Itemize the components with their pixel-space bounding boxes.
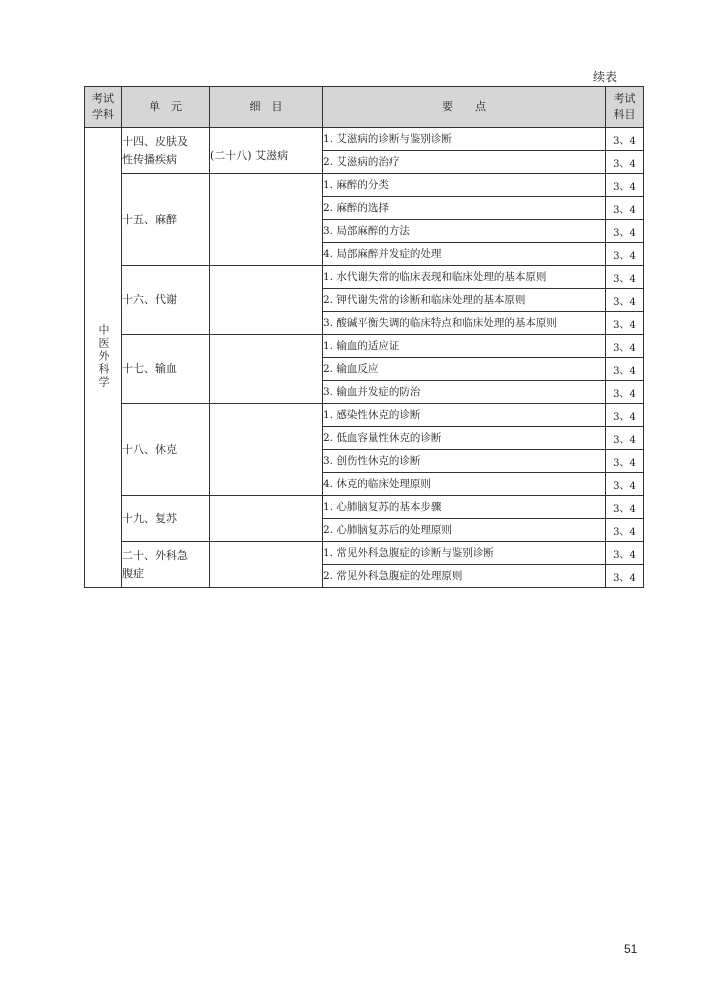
table-body: [85, 128, 644, 588]
exam-course-value: 3、4: [606, 243, 644, 266]
key-point: 1. 感染性休克的诊断: [323, 404, 606, 427]
unit-cell: [122, 266, 210, 335]
header-points: 要 点: [323, 87, 606, 128]
exam-course-value: 3、4: [606, 289, 644, 312]
key-point: 2. 常见外科急腹症的处理原则: [323, 565, 606, 588]
key-point: 4. 局部麻醉并发症的处理: [323, 243, 606, 266]
detail-name: [210, 561, 322, 569]
exam-course-value: 3、4: [606, 427, 644, 450]
table-row: [85, 266, 644, 289]
table-row: [85, 128, 644, 151]
key-point: 2. 钾代谢失常的诊断和临床处理的基本原则: [323, 289, 606, 312]
unit-name: 十八、休克: [122, 442, 177, 456]
header-exam-course-line2: 科目: [613, 108, 636, 121]
unit-cell: [122, 128, 210, 174]
continued-label: 续表: [593, 70, 618, 84]
exam-course-value: 3、4: [606, 519, 644, 542]
header-exam-subject: [85, 87, 122, 128]
detail-cell: [210, 174, 323, 266]
subject-cell: [85, 128, 122, 588]
subject-name: 中医外科学: [97, 323, 110, 389]
key-point: 1. 麻醉的分类: [323, 174, 606, 197]
detail-name: (二十八) 艾滋病: [210, 148, 289, 162]
unit-name: 十七、输血: [122, 362, 177, 375]
key-point: 3. 输血并发症的防治: [323, 381, 606, 404]
exam-course-value: 3、4: [606, 381, 644, 404]
unit-name: 二十、外科急: [122, 548, 188, 562]
unit-cell: [122, 404, 210, 496]
table-row: [85, 542, 644, 565]
key-point: 1. 水代谢失常的临床表现和临床处理的基本原则: [323, 266, 606, 289]
exam-course-value: 3、4: [606, 312, 644, 335]
header-exam-subject-line1: 考试: [92, 92, 114, 105]
unit-name: 十九、复苏: [122, 511, 177, 525]
key-point: 3. 酸碱平衡失调的临床特点和临床处理的基本原则: [323, 312, 606, 335]
exam-course-value: 3、4: [606, 496, 644, 519]
detail-cell: [210, 128, 323, 174]
detail-cell: [210, 496, 323, 542]
detail-name: [210, 216, 322, 224]
detail-name: [210, 296, 322, 304]
table-row: [85, 404, 644, 427]
exam-course-value: 3、4: [606, 565, 644, 588]
page-number: 51: [624, 942, 638, 956]
detail-cell: [210, 335, 323, 404]
header-exam-subject-line2: 学科: [92, 108, 114, 121]
key-point: 3. 局部麻醉的方法: [323, 220, 606, 243]
exam-course-value: 3、4: [606, 151, 644, 174]
key-point: 2. 输血反应: [323, 358, 606, 381]
key-point: 1. 心肺脑复苏的基本步骤: [323, 496, 606, 519]
detail-name: [210, 446, 322, 454]
table-row: [85, 174, 644, 197]
exam-course-value: 3、4: [606, 266, 644, 289]
exam-course-value: 3、4: [606, 174, 644, 197]
header-detail: 细 目: [210, 87, 323, 128]
detail-name: [210, 365, 322, 373]
key-point: 4. 休克的临床处理原则: [323, 473, 606, 496]
header-exam-course: [606, 87, 644, 128]
exam-course-value: 3、4: [606, 128, 644, 151]
unit-name: 腹症: [122, 566, 144, 580]
detail-cell: [210, 404, 323, 496]
header-unit: 单 元: [122, 87, 210, 128]
exam-course-value: 3、4: [606, 197, 644, 220]
key-point: 1. 艾滋病的诊断与鉴别诊断: [323, 128, 606, 151]
detail-cell: [210, 266, 323, 335]
unit-cell: [122, 174, 210, 266]
key-point: 2. 艾滋病的治疗: [323, 151, 606, 174]
exam-course-value: 3、4: [606, 335, 644, 358]
unit-cell: [122, 542, 210, 588]
unit-name: 十六、代谢: [122, 293, 177, 306]
unit-name: 十五、麻醉: [122, 212, 177, 226]
detail-cell: [210, 542, 323, 588]
exam-course-value: 3、4: [606, 542, 644, 565]
key-point: 3. 创伤性休克的诊断: [323, 450, 606, 473]
exam-course-value: 3、4: [606, 358, 644, 381]
key-point: 2. 麻醉的选择: [323, 197, 606, 220]
key-point: 2. 心肺脑复苏后的处理原则: [323, 519, 606, 542]
exam-outline-table: [84, 86, 644, 588]
unit-cell: [122, 335, 210, 404]
exam-course-value: 3、4: [606, 450, 644, 473]
exam-course-value: 3、4: [606, 220, 644, 243]
unit-cell: [122, 496, 210, 542]
key-point: 2. 低血容量性休克的诊断: [323, 427, 606, 450]
table-row: [85, 496, 644, 519]
header-exam-course-line1: 考试: [613, 92, 636, 105]
exam-course-value: 3、4: [606, 473, 644, 496]
detail-name: [210, 515, 322, 523]
table-row: [85, 335, 644, 358]
key-point: 1. 输血的适应证: [323, 335, 606, 358]
unit-name: 十四、皮肤及: [122, 134, 188, 148]
table-header-row: [85, 87, 644, 128]
unit-name: 性传播疾病: [122, 152, 177, 166]
exam-course-value: 3、4: [606, 404, 644, 427]
key-point: 1. 常见外科急腹症的诊断与鉴别诊断: [323, 542, 606, 565]
